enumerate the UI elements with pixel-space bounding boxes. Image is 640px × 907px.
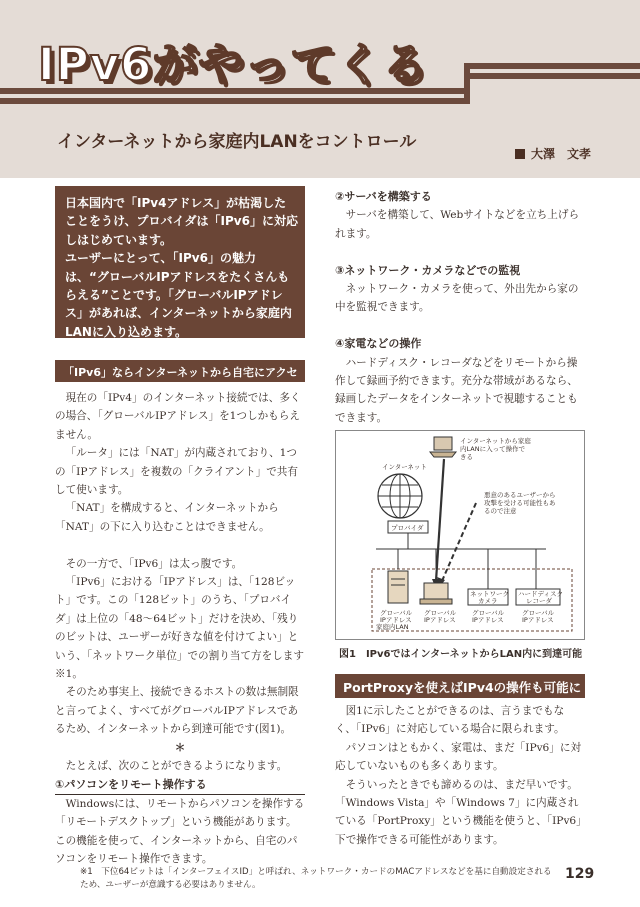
footnote: ※1 下位64ビットは「インターフェイスID」と呼ばれ、ネットワーク・カードのMACアドレスなどを基に自動設定されるため、ユーザーが意識する必要はありません。 bbox=[80, 867, 552, 890]
lead-paragraph: 日本国内で「IPv4アドレス」が枯渇したことをうけ、プロバイダは「IPv6」に対応しはじめています。 bbox=[65, 196, 298, 247]
section-heading: PortProxyを使えばIPv4の操作も可能に bbox=[335, 674, 585, 698]
page-subtitle: インターネットから家庭内LANをコントロール bbox=[57, 132, 417, 152]
paragraph: そういったときでも諦めるのは、まだ早いです。「Windows Vista」や「Windows 7」に内蔵されている「PortProxy」という機能を使うと、「IPv6」下で操作できる可能性があります。 bbox=[335, 778, 582, 846]
recorder-label: ハードディスクレコーダ bbox=[518, 590, 563, 605]
decorative-band bbox=[464, 63, 470, 104]
paragraph: 現在の「IPv4」のインターネット接続では、多くの場合、「グローバルIPアドレス」を1つしかもらえません。 bbox=[55, 392, 301, 441]
spacer bbox=[335, 317, 585, 335]
decorative-band bbox=[470, 63, 640, 69]
list-item-heading: ③ネットワーク・カメラなどでの監視 bbox=[335, 263, 521, 277]
left-column bbox=[55, 389, 305, 869]
global-ip-label: グローバル IPアドレス bbox=[424, 609, 457, 624]
author-name: 大澤 文孝 bbox=[531, 147, 592, 161]
paragraph: Windowsには、リモートからパソコンを操作する「リモートデスクトップ」という機能があります。この機能を使って、インターネットから、自宅のパソコンをリモート操作できます。 bbox=[55, 797, 305, 866]
paragraph: ネットワーク・カメラを使って、外出先から家の中を監視できます。 bbox=[335, 283, 579, 314]
list-item-heading: ④家電などの操作 bbox=[335, 337, 422, 351]
lead-paragraph: ユーザーにとって、「IPv6」の魅力は、“グローバルIPアドレスをたくさんもらえる”ことです。「グローバルIPアドレス」があれば、インターネットから家庭内LANに入り込めます。 bbox=[65, 251, 292, 339]
network-diagram bbox=[335, 430, 585, 640]
author-credit bbox=[515, 145, 591, 162]
remote-label: インターネットから家庭内LANに入って操作できる bbox=[460, 437, 531, 461]
camera-label: ネットワークカメラ bbox=[470, 590, 509, 605]
paragraph: その一方で、「IPv6」は太っ腹です。 bbox=[65, 557, 243, 570]
paragraph: ハードディスク・レコーダなどをリモートから操作して録画予約できます。充分な帯域があるなら、録画したデータをインターネットで視聴することもできます。 bbox=[335, 356, 578, 424]
laptop-icon bbox=[430, 437, 456, 457]
page-title: IPv6がやってくる bbox=[38, 38, 429, 91]
paragraph: たとえば、次のことができるようになります。 bbox=[65, 760, 288, 773]
page-number: 129 bbox=[565, 866, 595, 882]
separator-asterisk: ＊ bbox=[174, 741, 186, 754]
list-item-heading: ②サーバを構築する bbox=[335, 190, 432, 203]
desktop-pc-icon bbox=[420, 583, 452, 604]
server-icon bbox=[388, 571, 408, 603]
paragraph: 図1に示したことができるのは、言うまでもなく、「IPv6」に対応している場合に限られます。 bbox=[335, 705, 565, 736]
globe-icon bbox=[378, 474, 422, 518]
section-heading: 「IPv6」ならインターネットから自宅にアクセスできる bbox=[55, 360, 305, 382]
header-banner bbox=[0, 0, 640, 178]
global-ip-label: グローバル IPアドレス bbox=[522, 609, 555, 624]
right-column-lower bbox=[335, 702, 585, 849]
malicious-label: 悪意のあるユーザーから攻撃を受ける可能性もあるので注意 bbox=[484, 491, 556, 515]
decorative-band bbox=[470, 73, 640, 79]
figure-caption: 図1 IPv6ではインターネットからLAN内に到達可能 bbox=[339, 649, 583, 660]
lan-label: 家庭内LAN bbox=[376, 623, 409, 631]
spacer bbox=[335, 243, 585, 261]
paragraph: サーバを構築して、Webサイトなどを立ち上げられます。 bbox=[335, 209, 580, 240]
spacer bbox=[55, 536, 305, 554]
square-bullet-icon bbox=[515, 149, 525, 159]
paragraph: 「IPv6」における「IPアドレス」は、「128ビット」です。この「128ビット」のうち、「プロバイダ」は上位の「48～64ビット」だけを決め、「残りのビットは、ユーザーが好きな値を付けてよい」という、「ネットワーク単位」での割り当て方をします※1。 bbox=[55, 576, 304, 681]
provider-label: プロバイダ bbox=[391, 524, 424, 532]
paragraph: パソコンはともかく、家電は、まだ「IPv6」に対応していないものも多くあります。 bbox=[335, 741, 582, 773]
paragraph: そのため事実上、接続できるホストの数は無制限と言ってよく、すべてがグローバルIPアドレスであるため、インターネットから到達可能です(図1)。 bbox=[55, 686, 299, 736]
internet-label: インターネット bbox=[382, 463, 427, 471]
paragraph: 「NAT」を構成すると、インターネットから「NAT」の下に入り込むことはできません。 bbox=[55, 502, 279, 533]
list-item-heading: ①パソコンをリモート操作する bbox=[55, 776, 305, 795]
paragraph: 「ルータ」には「NAT」が内蔵されており、1つの「IPアドレス」を複数の「クライアント」で共有して使います。 bbox=[55, 447, 298, 497]
global-ip-label: グローバル IPアドレス bbox=[380, 609, 413, 624]
lead-box bbox=[55, 186, 305, 338]
right-column bbox=[335, 188, 585, 427]
decorative-band bbox=[0, 98, 470, 104]
global-ip-label: グローバル IPアドレス bbox=[472, 609, 505, 624]
diagram-svg bbox=[336, 431, 584, 639]
